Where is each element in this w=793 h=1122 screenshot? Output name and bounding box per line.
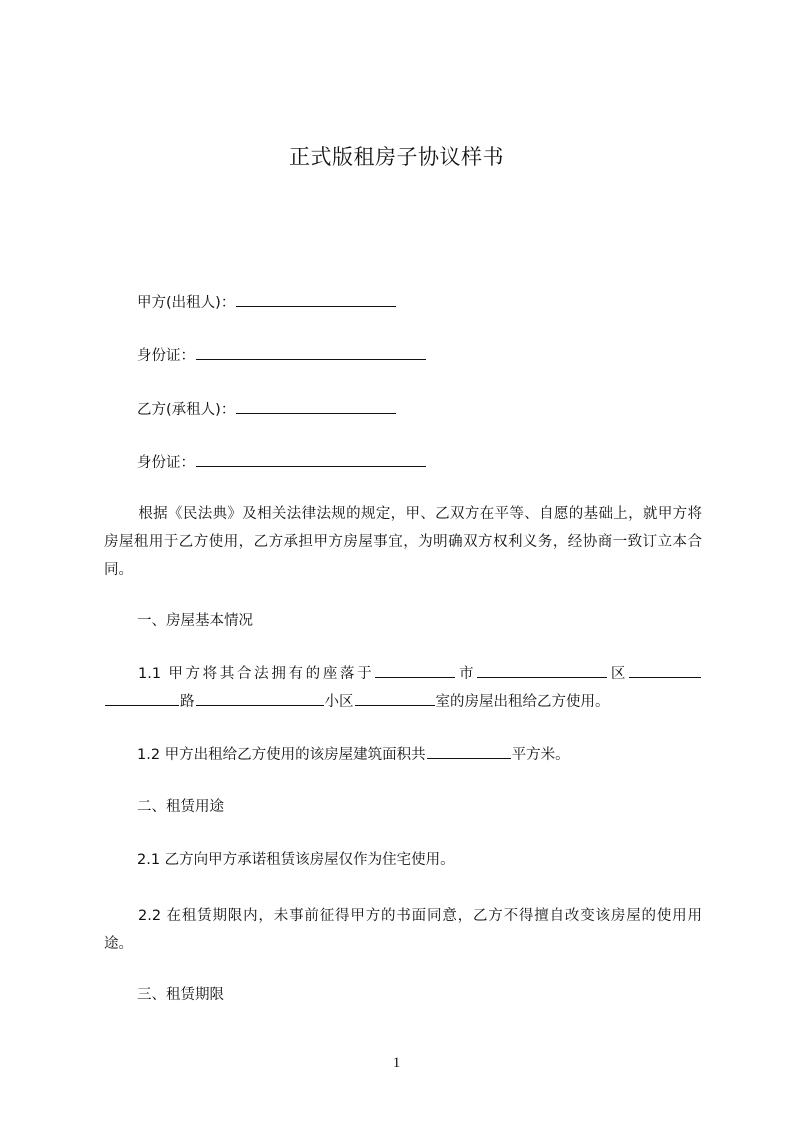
party-a-id-line: [137, 345, 427, 366]
intro-text: 根据《民法典》及相关法律法规的规定，甲、乙双方在平等、自愿的基础上，就甲方将房屋租用于乙方使用，乙方承担甲方房屋事宜，为明确双方权利义务，经协商一致订立本合同。: [104, 506, 702, 578]
intro-paragraph: [104, 500, 702, 584]
party-a-blank: [236, 292, 396, 307]
clause-2-1: 2.1 乙方向甲方承诺租赁该房屋仅作为住宅使用。: [137, 852, 455, 868]
section-2-heading: 二、租赁用途: [137, 799, 224, 815]
party-b-id-label: 身份证：: [137, 455, 195, 471]
party-b-line: [137, 399, 397, 420]
district-blank: [629, 663, 701, 678]
clause-1-2-tail: 平方米。: [511, 747, 570, 763]
page-number: 1: [392, 1055, 401, 1071]
community-label: 小区: [324, 694, 354, 710]
party-a-id-label: 身份证：: [137, 348, 195, 364]
location-blank: [375, 663, 455, 678]
party-b-id-blank: [196, 452, 426, 467]
party-a-line: [137, 292, 397, 313]
district-label: 区: [608, 666, 629, 682]
community-blank: [355, 691, 435, 706]
area-blank: [427, 744, 511, 759]
clause-1-1-text: 1.1 甲方将其合法拥有的座落于: [138, 666, 375, 682]
clause-1-1: [104, 660, 702, 716]
clause-1-1-tail: 室的房屋出租给乙方使用。: [435, 694, 610, 710]
party-b-label: 乙方(承租人)：: [137, 402, 236, 418]
road-blank: [196, 691, 324, 706]
party-a-id-blank: [196, 345, 426, 360]
city-blank: [477, 663, 607, 678]
document-title: 正式版租房子协议样书: [289, 145, 504, 169]
section-1-heading: 一、房屋基本情况: [137, 613, 253, 629]
section-3-heading: 三、租赁期限: [137, 987, 224, 1003]
clause-2-2-text: 2.2 在租赁期限内，未事前征得甲方的书面同意，乙方不得擅自改变该房屋的使用用途。: [104, 908, 702, 952]
city-label: 市: [456, 666, 477, 682]
district-blank-cont: [105, 691, 179, 706]
party-a-label: 甲方(出租人)：: [137, 295, 236, 311]
party-b-blank: [236, 399, 396, 414]
clause-2-2: [104, 902, 702, 958]
road-label: 路: [180, 694, 195, 710]
party-b-id-line: [137, 452, 427, 473]
clause-1-2: [137, 744, 570, 765]
clause-1-2-text: 1.2 甲方出租给乙方使用的该房屋建筑面积共: [137, 747, 426, 763]
